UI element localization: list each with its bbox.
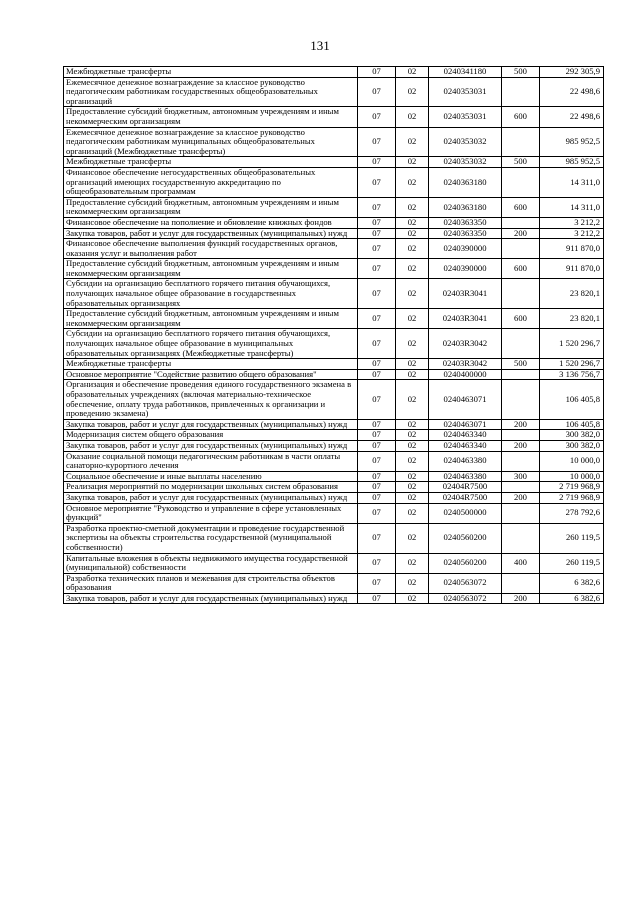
row-subsection-cell: 02 [396, 440, 429, 451]
row-subsection-cell: 02 [396, 279, 429, 309]
row-name-cell: Модернизация систем общего образования [64, 430, 358, 441]
row-subsection-cell: 02 [396, 217, 429, 228]
row-target-article-cell: 0240500000 [429, 503, 502, 523]
row-subsection-cell: 02 [396, 482, 429, 493]
page-number: 131 [310, 38, 330, 53]
table-row [64, 107, 604, 127]
row-amount-cell: 106 405,8 [540, 419, 604, 430]
row-target-article-cell: 0240353032 [429, 127, 502, 157]
row-subsection-cell: 02 [396, 359, 429, 370]
row-subsection-cell: 02 [396, 67, 429, 78]
row-target-article-cell: 0240463380 [429, 471, 502, 482]
row-expense-type-cell [502, 167, 540, 197]
table-row [64, 259, 604, 279]
row-amount-cell: 300 382,0 [540, 440, 604, 451]
row-expense-type-cell: 600 [502, 259, 540, 279]
row-section-cell: 07 [358, 239, 396, 259]
row-subsection-cell: 02 [396, 471, 429, 482]
table-row [64, 279, 604, 309]
row-expense-type-cell [502, 380, 540, 419]
table-row [64, 67, 604, 78]
row-target-article-cell: 0240560200 [429, 523, 502, 553]
row-subsection-cell: 02 [396, 309, 429, 329]
row-expense-type-cell: 200 [502, 492, 540, 503]
row-target-article-cell: 0240353031 [429, 107, 502, 127]
row-section-cell: 07 [358, 492, 396, 503]
row-section-cell: 07 [358, 573, 396, 593]
row-target-article-cell: 0240560200 [429, 553, 502, 573]
table-row [64, 359, 604, 370]
row-subsection-cell: 02 [396, 593, 429, 604]
row-amount-cell: 2 719 968,9 [540, 482, 604, 493]
row-section-cell: 07 [358, 419, 396, 430]
row-subsection-cell: 02 [396, 503, 429, 523]
row-subsection-cell: 02 [396, 197, 429, 217]
row-name-cell: Предоставление субсидий бюджетным, автономным учреждениям и иным некоммерческим организациям [64, 309, 358, 329]
row-expense-type-cell: 200 [502, 419, 540, 430]
row-section-cell: 07 [358, 380, 396, 419]
row-section-cell: 07 [358, 553, 396, 573]
row-amount-cell: 300 382,0 [540, 430, 604, 441]
row-expense-type-cell: 300 [502, 471, 540, 482]
row-section-cell: 07 [358, 67, 396, 78]
row-expense-type-cell [502, 430, 540, 441]
row-amount-cell: 911 870,0 [540, 239, 604, 259]
row-amount-cell: 3 212,2 [540, 217, 604, 228]
row-amount-cell: 6 382,6 [540, 593, 604, 604]
row-section-cell: 07 [358, 127, 396, 157]
row-subsection-cell: 02 [396, 107, 429, 127]
row-target-article-cell: 02404R7500 [429, 482, 502, 493]
row-amount-cell: 10 000,0 [540, 451, 604, 471]
row-amount-cell: 3 136 756,7 [540, 369, 604, 380]
row-amount-cell: 292 305,9 [540, 67, 604, 78]
row-name-cell: Социальное обеспечение и иные выплаты населению [64, 471, 358, 482]
row-amount-cell: 3 212,2 [540, 228, 604, 239]
row-expense-type-cell: 200 [502, 440, 540, 451]
row-name-cell: Ежемесячное денежное вознаграждение за классное руководство педагогическим работникам муниципальных общеобразовательных организаций (Межбюджетные трансферты) [64, 127, 358, 157]
row-section-cell: 07 [358, 593, 396, 604]
row-section-cell: 07 [358, 228, 396, 239]
row-name-cell: Основное мероприятие "Руководство и управление в сфере установленных функций" [64, 503, 358, 523]
row-section-cell: 07 [358, 107, 396, 127]
row-expense-type-cell [502, 523, 540, 553]
row-section-cell: 07 [358, 157, 396, 168]
row-name-cell: Оказание социальной помощи педагогическим работникам в части оплаты санаторно-курортного лечения [64, 451, 358, 471]
row-name-cell: Предоставление субсидий бюджетным, автономным учреждениям и иным некоммерческим организациям [64, 197, 358, 217]
table-row [64, 503, 604, 523]
table-row [64, 329, 604, 359]
row-expense-type-cell: 200 [502, 593, 540, 604]
row-subsection-cell: 02 [396, 127, 429, 157]
row-name-cell: Субсидии на организацию бесплатного горячего питания обучающихся, получающих начальное общее образование в государственных образовательных организациях [64, 279, 358, 309]
row-section-cell: 07 [358, 309, 396, 329]
row-expense-type-cell [502, 77, 540, 107]
row-subsection-cell: 02 [396, 419, 429, 430]
row-target-article-cell: 0240341180 [429, 67, 502, 78]
row-expense-type-cell [502, 329, 540, 359]
row-amount-cell: 260 119,5 [540, 523, 604, 553]
row-name-cell: Разработка технических планов и межевания для строительства объектов образования [64, 573, 358, 593]
row-amount-cell: 23 820,1 [540, 279, 604, 309]
row-expense-type-cell [502, 279, 540, 309]
row-amount-cell: 1 520 296,7 [540, 329, 604, 359]
row-name-cell: Закупка товаров, работ и услуг для государственных (муниципальных) нужд [64, 492, 358, 503]
table-row [64, 309, 604, 329]
row-section-cell: 07 [358, 217, 396, 228]
row-amount-cell: 1 520 296,7 [540, 359, 604, 370]
row-section-cell: 07 [358, 430, 396, 441]
row-name-cell: Реализация мероприятий по модернизации школьных систем образования [64, 482, 358, 493]
table-row [64, 471, 604, 482]
row-amount-cell: 278 792,6 [540, 503, 604, 523]
row-subsection-cell: 02 [396, 239, 429, 259]
row-subsection-cell: 02 [396, 77, 429, 107]
row-target-article-cell: 0240353031 [429, 77, 502, 107]
row-target-article-cell: 0240463071 [429, 419, 502, 430]
row-name-cell: Основное мероприятие "Содействие развитию общего образования" [64, 369, 358, 380]
row-subsection-cell: 02 [396, 451, 429, 471]
row-name-cell: Организация и обеспечение проведения единого государственного экзамена в образовательных учреждениях (включая материально-техническое обеспечение, оплату труда работников, привлеченных к организации и проведению экзамена) [64, 380, 358, 419]
row-amount-cell: 10 000,0 [540, 471, 604, 482]
row-section-cell: 07 [358, 503, 396, 523]
row-name-cell: Финансовое обеспечение выполнения функций государственных органов, оказания услуг и выполнения работ [64, 239, 358, 259]
row-subsection-cell: 02 [396, 329, 429, 359]
row-expense-type-cell: 500 [502, 157, 540, 168]
row-target-article-cell: 02403R3041 [429, 309, 502, 329]
row-amount-cell: 2 719 968,9 [540, 492, 604, 503]
row-section-cell: 07 [358, 451, 396, 471]
row-name-cell: Предоставление субсидий бюджетным, автономным учреждениям и иным некоммерческим организациям [64, 107, 358, 127]
row-target-article-cell: 0240563072 [429, 593, 502, 604]
table-row [64, 419, 604, 430]
row-subsection-cell: 02 [396, 380, 429, 419]
row-subsection-cell: 02 [396, 157, 429, 168]
row-expense-type-cell: 500 [502, 67, 540, 78]
row-target-article-cell: 0240400000 [429, 369, 502, 380]
table-row [64, 492, 604, 503]
row-subsection-cell: 02 [396, 492, 429, 503]
row-section-cell: 07 [358, 471, 396, 482]
table-row [64, 197, 604, 217]
row-name-cell: Межбюджетные трансферты [64, 157, 358, 168]
row-target-article-cell: 0240463071 [429, 380, 502, 419]
row-subsection-cell: 02 [396, 369, 429, 380]
row-target-article-cell: 0240363350 [429, 217, 502, 228]
row-target-article-cell: 0240363180 [429, 197, 502, 217]
row-name-cell: Финансовое обеспечение негосударственных общеобразовательных организаций имеющих государственную аккредитацию по общеобразовательным программам [64, 167, 358, 197]
row-amount-cell: 106 405,8 [540, 380, 604, 419]
row-section-cell: 07 [358, 359, 396, 370]
row-name-cell: Субсидии на организацию бесплатного горячего питания обучающихся, получающих начальное общее образование в муниципальных образовательных организациях (Межбюджетные трансферты) [64, 329, 358, 359]
table-row [64, 553, 604, 573]
row-section-cell: 07 [358, 259, 396, 279]
row-name-cell: Закупка товаров, работ и услуг для государственных (муниципальных) нужд [64, 440, 358, 451]
row-amount-cell: 14 311,0 [540, 197, 604, 217]
row-section-cell: 07 [358, 167, 396, 197]
row-name-cell: Разработка проектно-сметной документации и проведение государственной экспертизы на объекты строительства государственной (муниципальной собственности) [64, 523, 358, 553]
row-section-cell: 07 [358, 279, 396, 309]
row-amount-cell: 14 311,0 [540, 167, 604, 197]
row-expense-type-cell: 200 [502, 228, 540, 239]
row-amount-cell: 23 820,1 [540, 309, 604, 329]
row-name-cell: Межбюджетные трансферты [64, 359, 358, 370]
table-row [64, 167, 604, 197]
table-row [64, 228, 604, 239]
row-expense-type-cell [502, 369, 540, 380]
row-section-cell: 07 [358, 482, 396, 493]
row-name-cell: Финансовое обеспечение на пополнение и обновление книжных фондов [64, 217, 358, 228]
row-target-article-cell: 02403R3041 [429, 279, 502, 309]
row-subsection-cell: 02 [396, 228, 429, 239]
row-target-article-cell: 02403R3042 [429, 329, 502, 359]
row-target-article-cell: 0240353032 [429, 157, 502, 168]
table-row [64, 369, 604, 380]
row-expense-type-cell [502, 239, 540, 259]
row-amount-cell: 6 382,6 [540, 573, 604, 593]
table-row [64, 440, 604, 451]
row-section-cell: 07 [358, 77, 396, 107]
table-row [64, 482, 604, 493]
table-row [64, 380, 604, 419]
row-section-cell: 07 [358, 329, 396, 359]
table-row [64, 239, 604, 259]
row-expense-type-cell [502, 451, 540, 471]
budget-table-body [64, 67, 604, 604]
row-amount-cell: 22 498,6 [540, 77, 604, 107]
table-row [64, 430, 604, 441]
row-expense-type-cell: 600 [502, 197, 540, 217]
row-target-article-cell: 0240390000 [429, 259, 502, 279]
row-expense-type-cell [502, 573, 540, 593]
row-target-article-cell: 02403R3042 [429, 359, 502, 370]
row-target-article-cell: 0240390000 [429, 239, 502, 259]
row-subsection-cell: 02 [396, 430, 429, 441]
row-name-cell: Ежемесячное денежное вознаграждение за классное руководство педагогическим работникам государственных общеобразовательных организаций [64, 77, 358, 107]
row-name-cell: Предоставление субсидий бюджетным, автономным учреждениям и иным некоммерческим организациям [64, 259, 358, 279]
row-amount-cell: 985 952,5 [540, 127, 604, 157]
row-subsection-cell: 02 [396, 259, 429, 279]
budget-table [63, 66, 604, 604]
row-expense-type-cell [502, 503, 540, 523]
row-amount-cell: 985 952,5 [540, 157, 604, 168]
row-target-article-cell: 02404R7500 [429, 492, 502, 503]
row-expense-type-cell: 600 [502, 107, 540, 127]
table-row [64, 217, 604, 228]
row-amount-cell: 22 498,6 [540, 107, 604, 127]
table-row [64, 157, 604, 168]
row-target-article-cell: 0240463380 [429, 451, 502, 471]
row-subsection-cell: 02 [396, 553, 429, 573]
row-expense-type-cell [502, 482, 540, 493]
row-expense-type-cell: 400 [502, 553, 540, 573]
row-subsection-cell: 02 [396, 573, 429, 593]
row-name-cell: Закупка товаров, работ и услуг для государственных (муниципальных) нужд [64, 228, 358, 239]
table-row [64, 523, 604, 553]
row-name-cell: Межбюджетные трансферты [64, 67, 358, 78]
row-section-cell: 07 [358, 197, 396, 217]
row-name-cell: Закупка товаров, работ и услуг для государственных (муниципальных) нужд [64, 593, 358, 604]
row-target-article-cell: 0240363350 [429, 228, 502, 239]
row-section-cell: 07 [358, 440, 396, 451]
row-target-article-cell: 0240463340 [429, 440, 502, 451]
row-expense-type-cell [502, 217, 540, 228]
row-target-article-cell: 0240463340 [429, 430, 502, 441]
table-row [64, 77, 604, 107]
row-target-article-cell: 0240563072 [429, 573, 502, 593]
row-name-cell: Капитальные вложения в объекты недвижимого имущества государственной (муниципальной) собственности [64, 553, 358, 573]
row-amount-cell: 911 870,0 [540, 259, 604, 279]
table-row [64, 593, 604, 604]
row-name-cell: Закупка товаров, работ и услуг для государственных (муниципальных) нужд [64, 419, 358, 430]
row-section-cell: 07 [358, 369, 396, 380]
row-subsection-cell: 02 [396, 523, 429, 553]
row-expense-type-cell: 600 [502, 309, 540, 329]
table-row [64, 127, 604, 157]
row-subsection-cell: 02 [396, 167, 429, 197]
table-row [64, 573, 604, 593]
row-amount-cell: 260 119,5 [540, 553, 604, 573]
row-expense-type-cell: 500 [502, 359, 540, 370]
row-section-cell: 07 [358, 523, 396, 553]
row-expense-type-cell [502, 127, 540, 157]
row-target-article-cell: 0240363180 [429, 167, 502, 197]
table-row [64, 451, 604, 471]
